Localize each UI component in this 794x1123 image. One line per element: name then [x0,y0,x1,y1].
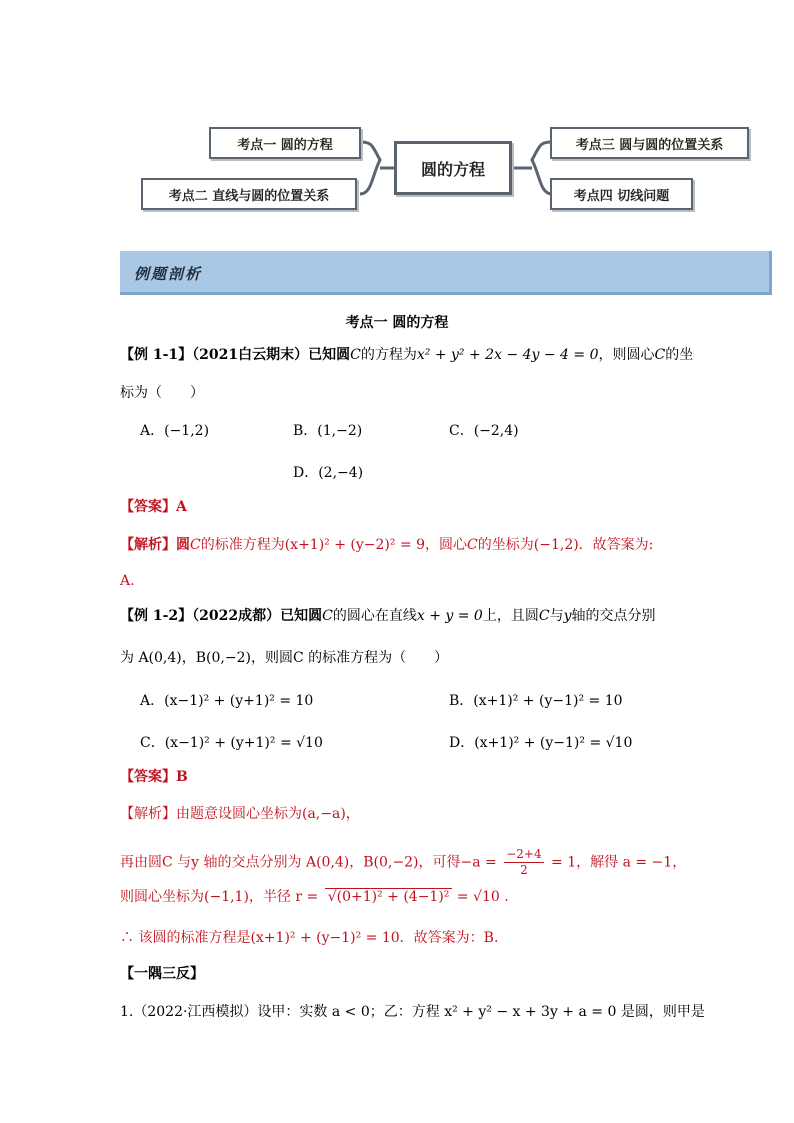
ex2-answer: 【答案】B [120,769,188,785]
mindmap-node-2: 考点二 直线与圆的位置关系 [141,178,357,210]
ex2-analysis-line2: 再由圆C 与y 轴的交点分别为 A(0,4)，B(0,−2)，可得−a = $\frac{-2+4}{2}$ = 1，解得 a = −1， [120,847,687,877]
ex2-analysis-line1: 【解析】由题意设圆心坐标为(a,−a)， [120,806,360,822]
ex1-option-b: B．(1,−2) [293,423,363,439]
ex1-option-a: A．(−1,2) [140,423,210,439]
section-title: 考点一 圆的方程 [345,315,449,331]
ex1-option-d: D．(2,−4) [293,465,364,481]
ex2-analysis-line3: 则圆心坐标为(−1,1)，半径 r = √(0+1)² + (4−1)² = √10 . [120,889,509,905]
mindmap-center: 圆的方程 [394,141,512,195]
ex2-option-b: B．(x+1)² + (y−1)² = 10 [449,693,623,709]
ex1-question-line1: 【例 1-1】（2021白云期末）已知圆C的方程为x² + y² + 2x − 4y − 4 = 0，则圆心C的坐 [120,347,694,363]
ex2-option-a: A．(x−1)² + (y+1)² = 10 [140,693,314,709]
mindmap-node-3: 考点三 圆与圆的位置关系 [550,127,749,159]
practice-question-1: 1.（2022·江西模拟）设甲：实数 a < 0；乙：方程 x² + y² − x + 3y + a = 0 是圆，则甲是 [120,1004,705,1020]
section-banner [120,251,772,295]
sqrt-expression: √(0+1)² + (4−1)² [325,888,453,905]
ex2-option-d: D．(x+1)² + (y−1)² = √10 [449,735,633,751]
ex1-analysis-end: A. [120,573,135,589]
mindmap-node-4: 考点四 切线问题 [550,178,693,210]
ex2-question-line2: 为 A(0,4)，B(0,−2)，则圆C 的标准方程为（ ） [120,650,449,666]
practice-title: 【一隅三反】 [120,966,204,982]
ex2-question-line1: 【例 1-2】（2022成都）已知圆C的圆心在直线x + y = 0上，且圆C与y轴的交点分别 [120,608,656,624]
ex1-analysis: 【解析】圆C的标准方程为(x+1)² + (y−2)² = 9，圆心C的坐标为(−1,2)．故答案为: [120,537,654,553]
mindmap-node-1: 考点一 圆的方程 [209,127,361,159]
ex1-answer: 【答案】A [120,499,187,515]
ex2-option-c: C．(x−1)² + (y+1)² = √10 [140,735,323,751]
ex2-analysis-line4: ∴ 该圆的标准方程是(x+1)² + (y−1)² = 10．故答案为：B. [120,930,499,946]
ex1-option-c: C．(−2,4) [449,423,519,439]
ex1-question-line2: 标为（ ） [120,385,204,401]
fraction: $\frac{-2+4}{2}$ [506,847,542,877]
banner-title: 例题剖析 [134,265,203,283]
